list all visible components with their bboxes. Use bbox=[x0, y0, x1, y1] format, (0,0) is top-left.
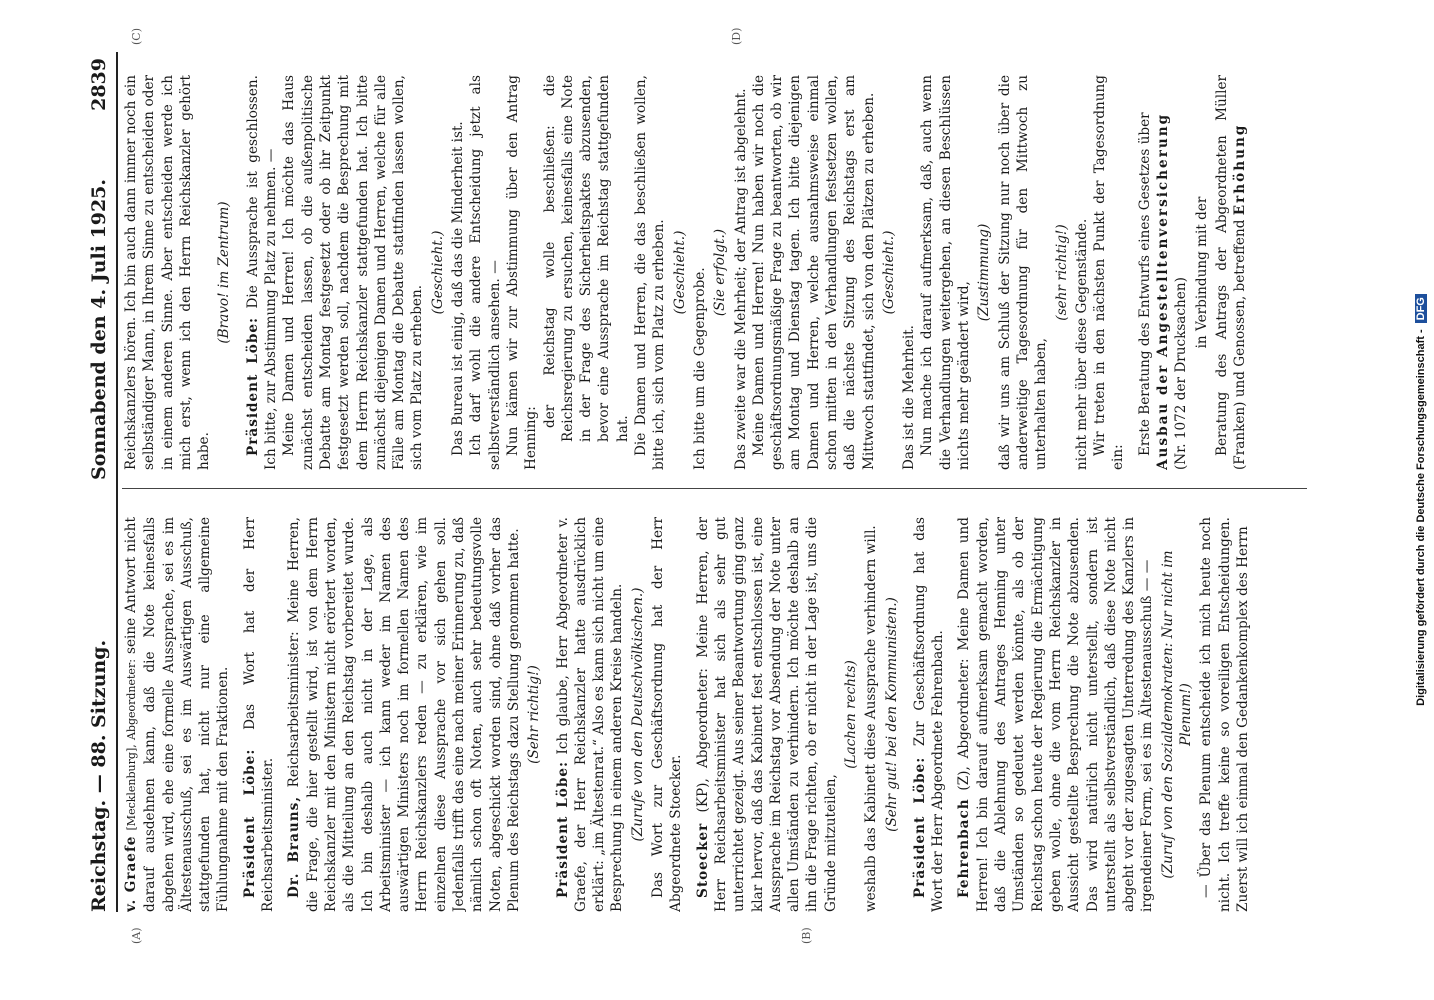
paragraph bbox=[241, 517, 278, 912]
paragraph: Das Wort zur Geschäftsordnung hat der Herr Abgeordnete Stoecker. bbox=[650, 517, 685, 912]
agenda-title: Erhöhung bbox=[1232, 123, 1249, 216]
dfg-logo: DFG bbox=[1415, 294, 1427, 323]
paragraph: Reichskanzlers hören. Ich bin auch dann immer noch ein selbständiger Mann, in Ihrem Sinne zu entscheiden oder in einem anderen Sinne. Aber entscheiden werde ich mich erst, wenn ich den Herrn Reichskanzler gehört habe. bbox=[123, 75, 213, 470]
dfg-watermark bbox=[1415, 0, 1434, 1000]
agenda-reference: (Nr. 1072 der Drucksachen) bbox=[1173, 277, 1190, 470]
quoted-motion: der Reichstag wolle beschließen: die Reichsregierung zu ersuchen, keinesfalls eine Note in der Frage des Sicherheitspaktes abzusenden, bevor eine Aussprache im Reichstag stattgefunden hat. bbox=[541, 75, 631, 442]
paragraph-text: seine Antwort nicht darauf ausdehnen kann, daß die Note keinesfalls abgehen wird, ehe eine formelle Aussprache, sei es im Ältestenausschuß, sei es im Auswärtigen Ausschuß, stattgefunden hat, nicht nur eine allgemeine Fühlungnahme mit den Fraktionen. bbox=[123, 517, 232, 912]
paragraph: Das ist die Mehrheit. bbox=[901, 325, 918, 470]
agenda-item bbox=[1136, 75, 1191, 470]
column-divider bbox=[122, 488, 1307, 489]
speaker-name: Dr. Brauns, bbox=[286, 795, 303, 898]
reaction: (Lachen rechts) bbox=[842, 660, 859, 769]
paragraph: Meine Damen und Herren! Nun haben wir noch die geschäftsordnungsmäßige Frage zu beantworten, ob wir am Montag und Dienstag tagen. Ich bitte diejenigen Damen und Herren, welche ausnahmsweise einmal schon mitten in den Verhandlungen festsetzen wollen, daß die nächste Sitzung des Reichstags erst am Mittwoch stattfindet, sich von den Plätzen zu erheben. bbox=[750, 75, 877, 470]
margin-marker-b: (B) bbox=[800, 927, 813, 944]
paragraph: daß wir uns am Schluß der Sitzung nur noch über die anderweitige Tagesordnung für den Mittwoch zu unterhalten haben, bbox=[996, 75, 1050, 470]
reaction: (Geschieht.) bbox=[671, 230, 688, 315]
agenda-item bbox=[1213, 75, 1250, 470]
margin-marker-a: (A) bbox=[130, 927, 143, 944]
reaction: (Zustimmung) bbox=[976, 223, 993, 322]
page-header bbox=[80, 0, 120, 1000]
reaction: (Geschieht.) bbox=[429, 230, 446, 315]
header-rule bbox=[116, 52, 118, 912]
paragraph-text: (KP), Abgeordneter: Meine Herren, der Herr Reichsarbeitsminister hat sich als sehr gut unterrichtet gezeigt. Aus seiner Beantwortung ging ganz klar hervor, daß das Kabinett fest entschlossen ist, eine Aussprache im Reichstag vor Absendung der Note unter allen Umständen zu verhindern. Ich möchte deshalb an ihn die Frage richten, ob er nicht in der Lage ist, uns die Gründe mitzuteilen, bbox=[694, 517, 839, 912]
speaker-name: v. Graefe bbox=[123, 835, 139, 912]
speaker-name: Präsident Löbe: bbox=[554, 760, 571, 898]
paragraph bbox=[244, 75, 281, 470]
reaction: (sehr richtig!) bbox=[1053, 224, 1070, 321]
margin-marker-d: (D) bbox=[730, 27, 743, 45]
speaker-name: Präsident Löbe: bbox=[244, 316, 261, 456]
reaction: (Sehr gut! bei den Kommunisten.) bbox=[883, 597, 900, 832]
reaction: (Sehr richtig!) bbox=[526, 665, 543, 764]
agenda-connector: in Verbindung mit der bbox=[1193, 196, 1210, 349]
paragraph: Meine Damen und Herren! Ich möchte das Haus zunächst entscheiden lassen, ob die außenpolitische Debatte am Montag festgesetzt oder ob ihr Zeitpunkt festgesetzt werden soll, nachdem die Besprechung mit dem Herrn Reichskanzler stattgefunden hat. Ich bitte zunächst diejenigen Damen und Herren, welche für alle Fälle am Montag die Debatte stattfinden lassen wollen, sich vom Platz zu erheben. bbox=[281, 75, 426, 470]
agenda-title: Ausbau der Angestelltenversicherung bbox=[1155, 112, 1172, 470]
paragraph: Ich bitte um die Gegenprobe. bbox=[691, 267, 708, 470]
column-right bbox=[122, 75, 1307, 470]
agenda-text: Beratung des Antrags der Abgeordneten Müller (Franken) und Genossen, betreffend bbox=[1213, 75, 1249, 470]
reaction: (Bravo! im Zentrum) bbox=[216, 201, 233, 344]
speaker-name: Präsident Löbe: bbox=[911, 756, 928, 898]
watermark-text: Digitalisierung gefördert durch die Deutsche Forschungsgemeinschaft - bbox=[1415, 329, 1427, 706]
paragraph bbox=[955, 517, 1156, 912]
document-page bbox=[80, 0, 1310, 1000]
paragraph: nicht mehr über diese Gegenstände. bbox=[1073, 218, 1090, 470]
paragraph: Die Damen und Herren, die das beschließen wollen, bitte ich, sich vom Platz zu erheben. bbox=[633, 75, 668, 470]
speaker-name: Fehrenbach bbox=[956, 798, 973, 898]
reaction: (Zurufe von den Deutschvölkischen.) bbox=[629, 587, 646, 842]
reaction: (Geschieht.) bbox=[880, 230, 897, 315]
agenda-text: Erste Beratung des Entwurfs eines Gesetzes über bbox=[1136, 112, 1153, 456]
paragraph bbox=[122, 517, 233, 912]
paragraph bbox=[694, 517, 840, 912]
header-session: Reichstag. — 88. Sitzung. bbox=[88, 639, 110, 912]
paragraph bbox=[911, 517, 948, 912]
header-date: Sonnabend den 4. Juli 1925. bbox=[88, 178, 110, 480]
paragraph: — Über das Plenum entscheide ich mich heute noch nicht. Ich treffe keine so voreiligen Entscheidungen. Zuerst will ich einmal den Gedankenkomplex des Herrn bbox=[1198, 517, 1251, 912]
paragraph: Das Bureau ist einig, daß das die Minderheit ist. bbox=[450, 121, 467, 456]
speaker-name: Stoecker bbox=[694, 822, 711, 898]
page-number: 2839 bbox=[88, 58, 110, 111]
reaction: (Zuruf von den Sozialdemokraten: Nur nicht im Plenum!) bbox=[1159, 550, 1195, 879]
paragraph-text: Reichsarbeitsminister: Meine Herren, die Frage, die hier gestellt wird, ist von dem Herrn Reichskanzler mit den Ministern nicht erörtert worden, als die Mitteilung an den Reichstag vorbereitet wurde. Ich bin deshalb auch nicht in der Lage, als Arbeitsminister — ich kann weder im Namen des auswärtigen Ministers noch im formellen Namen des Herrn Reichskanzlers reden — zu erklären, wie im einzelnen diese Aussprache vor sich gehen soll. Jedenfalls trifft das eine nach meiner Erinnerung zu, daß nämlich schon oft Noten, auch sehr bedeutungsvolle Noten, abgeschickt worden sind, ohne daß vorher das Plenum des Reichstags dazu Stellung genommen hatte. bbox=[286, 517, 522, 912]
paragraph: Das zweite war die Mehrheit; der Antrag ist abgelehnt. bbox=[732, 88, 749, 470]
paragraph-text: Das Wort hat der Herr Reichsarbeitsminister. bbox=[241, 517, 277, 912]
paragraph: Nun mache ich darauf aufmerksam, daß, auch wenn die Verhandlungen weitergehen, an diesen Beschlüssen nichts mehr geändert wird, bbox=[919, 75, 973, 470]
reaction: (Sie erfolgt.) bbox=[712, 228, 729, 317]
paragraph: Nun kämen wir zur Abstimmung über den Antrag Henning: bbox=[504, 75, 540, 470]
speaker-name: Präsident Löbe: bbox=[241, 748, 258, 898]
paragraph bbox=[554, 517, 627, 912]
paragraph-text: Zur Geschäftsordnung hat das Wort der Herr Abgeordnete Fehrenbach. bbox=[911, 517, 947, 912]
column-left bbox=[122, 517, 1307, 912]
speaker-note: [Mecklenburg], Abgeordneter: bbox=[125, 659, 138, 831]
paragraph-text: Die Aussprache ist geschlossen. Ich bitte, zur Abstimmung Platz zu nehmen. — bbox=[244, 75, 280, 470]
paragraph: Wir treten in den nächsten Punkt der Tagesordnung ein: bbox=[1092, 75, 1127, 470]
paragraph bbox=[285, 517, 523, 912]
paragraph-text: Ich glaube, Herr Abgeordneter v. Graefe, der Herr Reichskanzler hatte ausdrücklich erklärt: „im Ältestenrat.“ Also es kann sich nicht um eine Besprechung in einem anderen Kreise handeln. bbox=[554, 517, 626, 912]
margin-marker-c: (C) bbox=[130, 28, 143, 45]
paragraph: weshalb das Kabinett diese Aussprache verhindern will. bbox=[863, 525, 880, 912]
paragraph: Ich darf wohl die andere Entscheidung jetzt als selbstverständlich ansehen. — bbox=[468, 75, 503, 470]
paragraph-text: (Z), Abgeordneter: Meine Damen und Herren! Ich bin darauf aufmerksam gemacht worden, daß die Ablehnung des Antrages Henning unter Umständen so gedeutet werden könnte, als ob der Reichstag schon heute der Regierung die Ermächtigung geben wolle, ohne die vom Herrn Reichskanzler in Aussicht gestellte Besprechung die Note abzusenden. Das wird natürlich nicht unterstellt, sondern ist unterstellt als selbstverständlich, daß diese Note nicht abgeht vor der zugesagten Unterredung des Kanzlers in irgendeiner Form, sei es im Ältestenausschuß — — bbox=[956, 517, 1156, 912]
